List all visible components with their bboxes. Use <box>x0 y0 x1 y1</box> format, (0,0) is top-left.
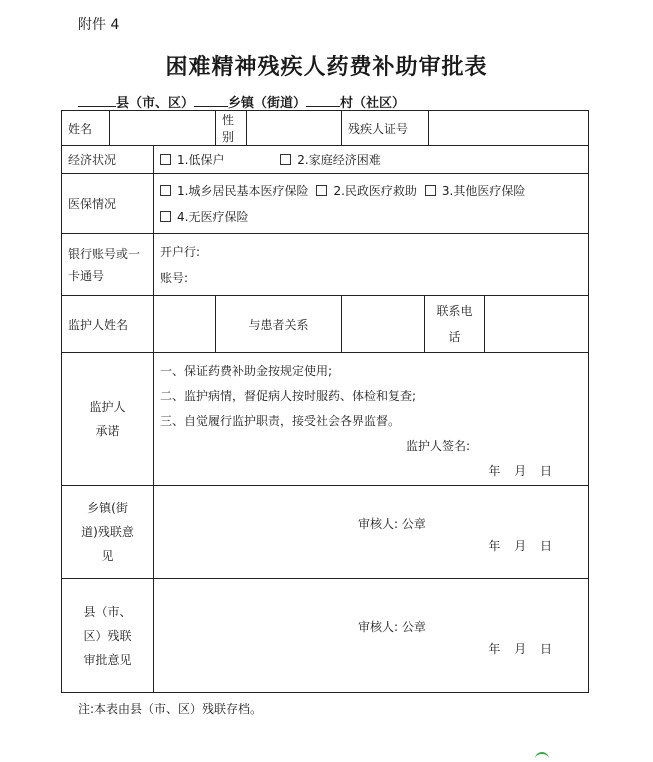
row-basic-info <box>62 111 589 146</box>
town-opinion-label: 乡镇(街道)残联意见 <box>62 486 154 579</box>
guardian-name-label: 监护人姓名 <box>62 296 154 353</box>
name-field[interactable] <box>110 111 216 146</box>
insurance-label: 医保情况 <box>62 174 154 234</box>
town-date[interactable]: 年 月 日 <box>488 538 553 553</box>
row-county-opinion <box>62 579 589 693</box>
approval-form-table <box>61 110 589 693</box>
bank-account-field[interactable]: 账号: <box>160 270 189 285</box>
insurance-option-4: 4.无医疗保险 <box>177 209 249 224</box>
pledge-item: 三、自觉履行监护职责，接受社会各界监督。 <box>160 414 401 428</box>
town-blank[interactable] <box>194 94 228 107</box>
row-bank <box>62 234 589 296</box>
checkbox-icon[interactable] <box>425 185 436 196</box>
region-line <box>78 92 405 111</box>
relation-field[interactable] <box>342 296 425 353</box>
row-economic <box>62 146 589 174</box>
economic-option-2: 2.家庭经济困难 <box>297 153 381 167</box>
checkbox-icon[interactable] <box>160 185 171 196</box>
bank-open-field[interactable]: 开户行: <box>160 244 201 259</box>
checkbox-icon[interactable] <box>316 185 327 196</box>
guardian-name-field[interactable] <box>154 296 216 353</box>
bank-label: 银行账号或一卡通号 <box>62 234 154 296</box>
guardian-signature-label[interactable]: 监护人签名: <box>406 439 471 453</box>
disability-id-label: 残疾人证号 <box>342 111 429 146</box>
contact-field[interactable] <box>485 296 589 353</box>
pledge-item: 二、监护病情，督促病人按时服药、体检和复查; <box>160 389 417 403</box>
county-label: 县（市、区） <box>116 96 195 111</box>
attachment-label: 附件 4 <box>78 17 120 33</box>
county-opinion-label: 县（市、区）残联审批意见 <box>62 579 154 693</box>
town-reviewer: 审核人: 公章 <box>358 516 426 531</box>
town-label: 乡镇（街道） <box>228 96 307 111</box>
relation-label: 与患者关系 <box>216 296 342 353</box>
economic-option-1: 1.低保户 <box>177 153 225 167</box>
county-blank[interactable] <box>78 94 116 107</box>
village-blank[interactable] <box>306 94 340 107</box>
name-label: 姓名 <box>62 111 110 146</box>
checkbox-icon[interactable] <box>160 154 171 165</box>
village-label: 村（社区） <box>340 96 406 111</box>
row-pledge <box>62 353 589 486</box>
insurance-option-1: 1.城乡居民基本医疗保险 <box>177 183 309 198</box>
bank-fields <box>154 234 589 296</box>
footnote: 注:本表由县（市、区）残联存档。 <box>78 702 263 716</box>
county-reviewer: 审核人: 公章 <box>358 620 426 634</box>
checkbox-icon[interactable] <box>160 211 171 222</box>
insurance-options <box>154 174 589 234</box>
gender-label: 性别 <box>216 111 247 146</box>
gender-field[interactable] <box>247 111 342 146</box>
pledge-label: 监护人承诺 <box>62 353 154 486</box>
row-guardian <box>62 296 589 353</box>
checkbox-icon[interactable] <box>280 154 291 165</box>
row-insurance <box>62 174 589 234</box>
insurance-option-3: 3.其他医疗保险 <box>441 183 526 198</box>
town-opinion-content[interactable] <box>154 486 589 579</box>
row-town-opinion <box>62 486 589 579</box>
disability-id-field[interactable] <box>429 111 589 146</box>
contact-label: 联系电话 <box>425 296 485 353</box>
economic-label: 经济状况 <box>62 146 154 174</box>
pledge-item: 一、保证药费补助金按规定使用; <box>160 364 333 378</box>
county-date[interactable]: 年 月 日 <box>488 642 553 656</box>
insurance-option-2: 2.民政医疗救助 <box>333 183 417 198</box>
corner-mark-icon <box>535 752 549 760</box>
form-title: 困难精神残疾人药费补助审批表 <box>165 54 488 80</box>
pledge-content <box>154 353 589 486</box>
economic-options <box>154 146 589 174</box>
county-opinion-content[interactable] <box>154 579 589 693</box>
pledge-date[interactable]: 年 月 日 <box>488 464 553 478</box>
